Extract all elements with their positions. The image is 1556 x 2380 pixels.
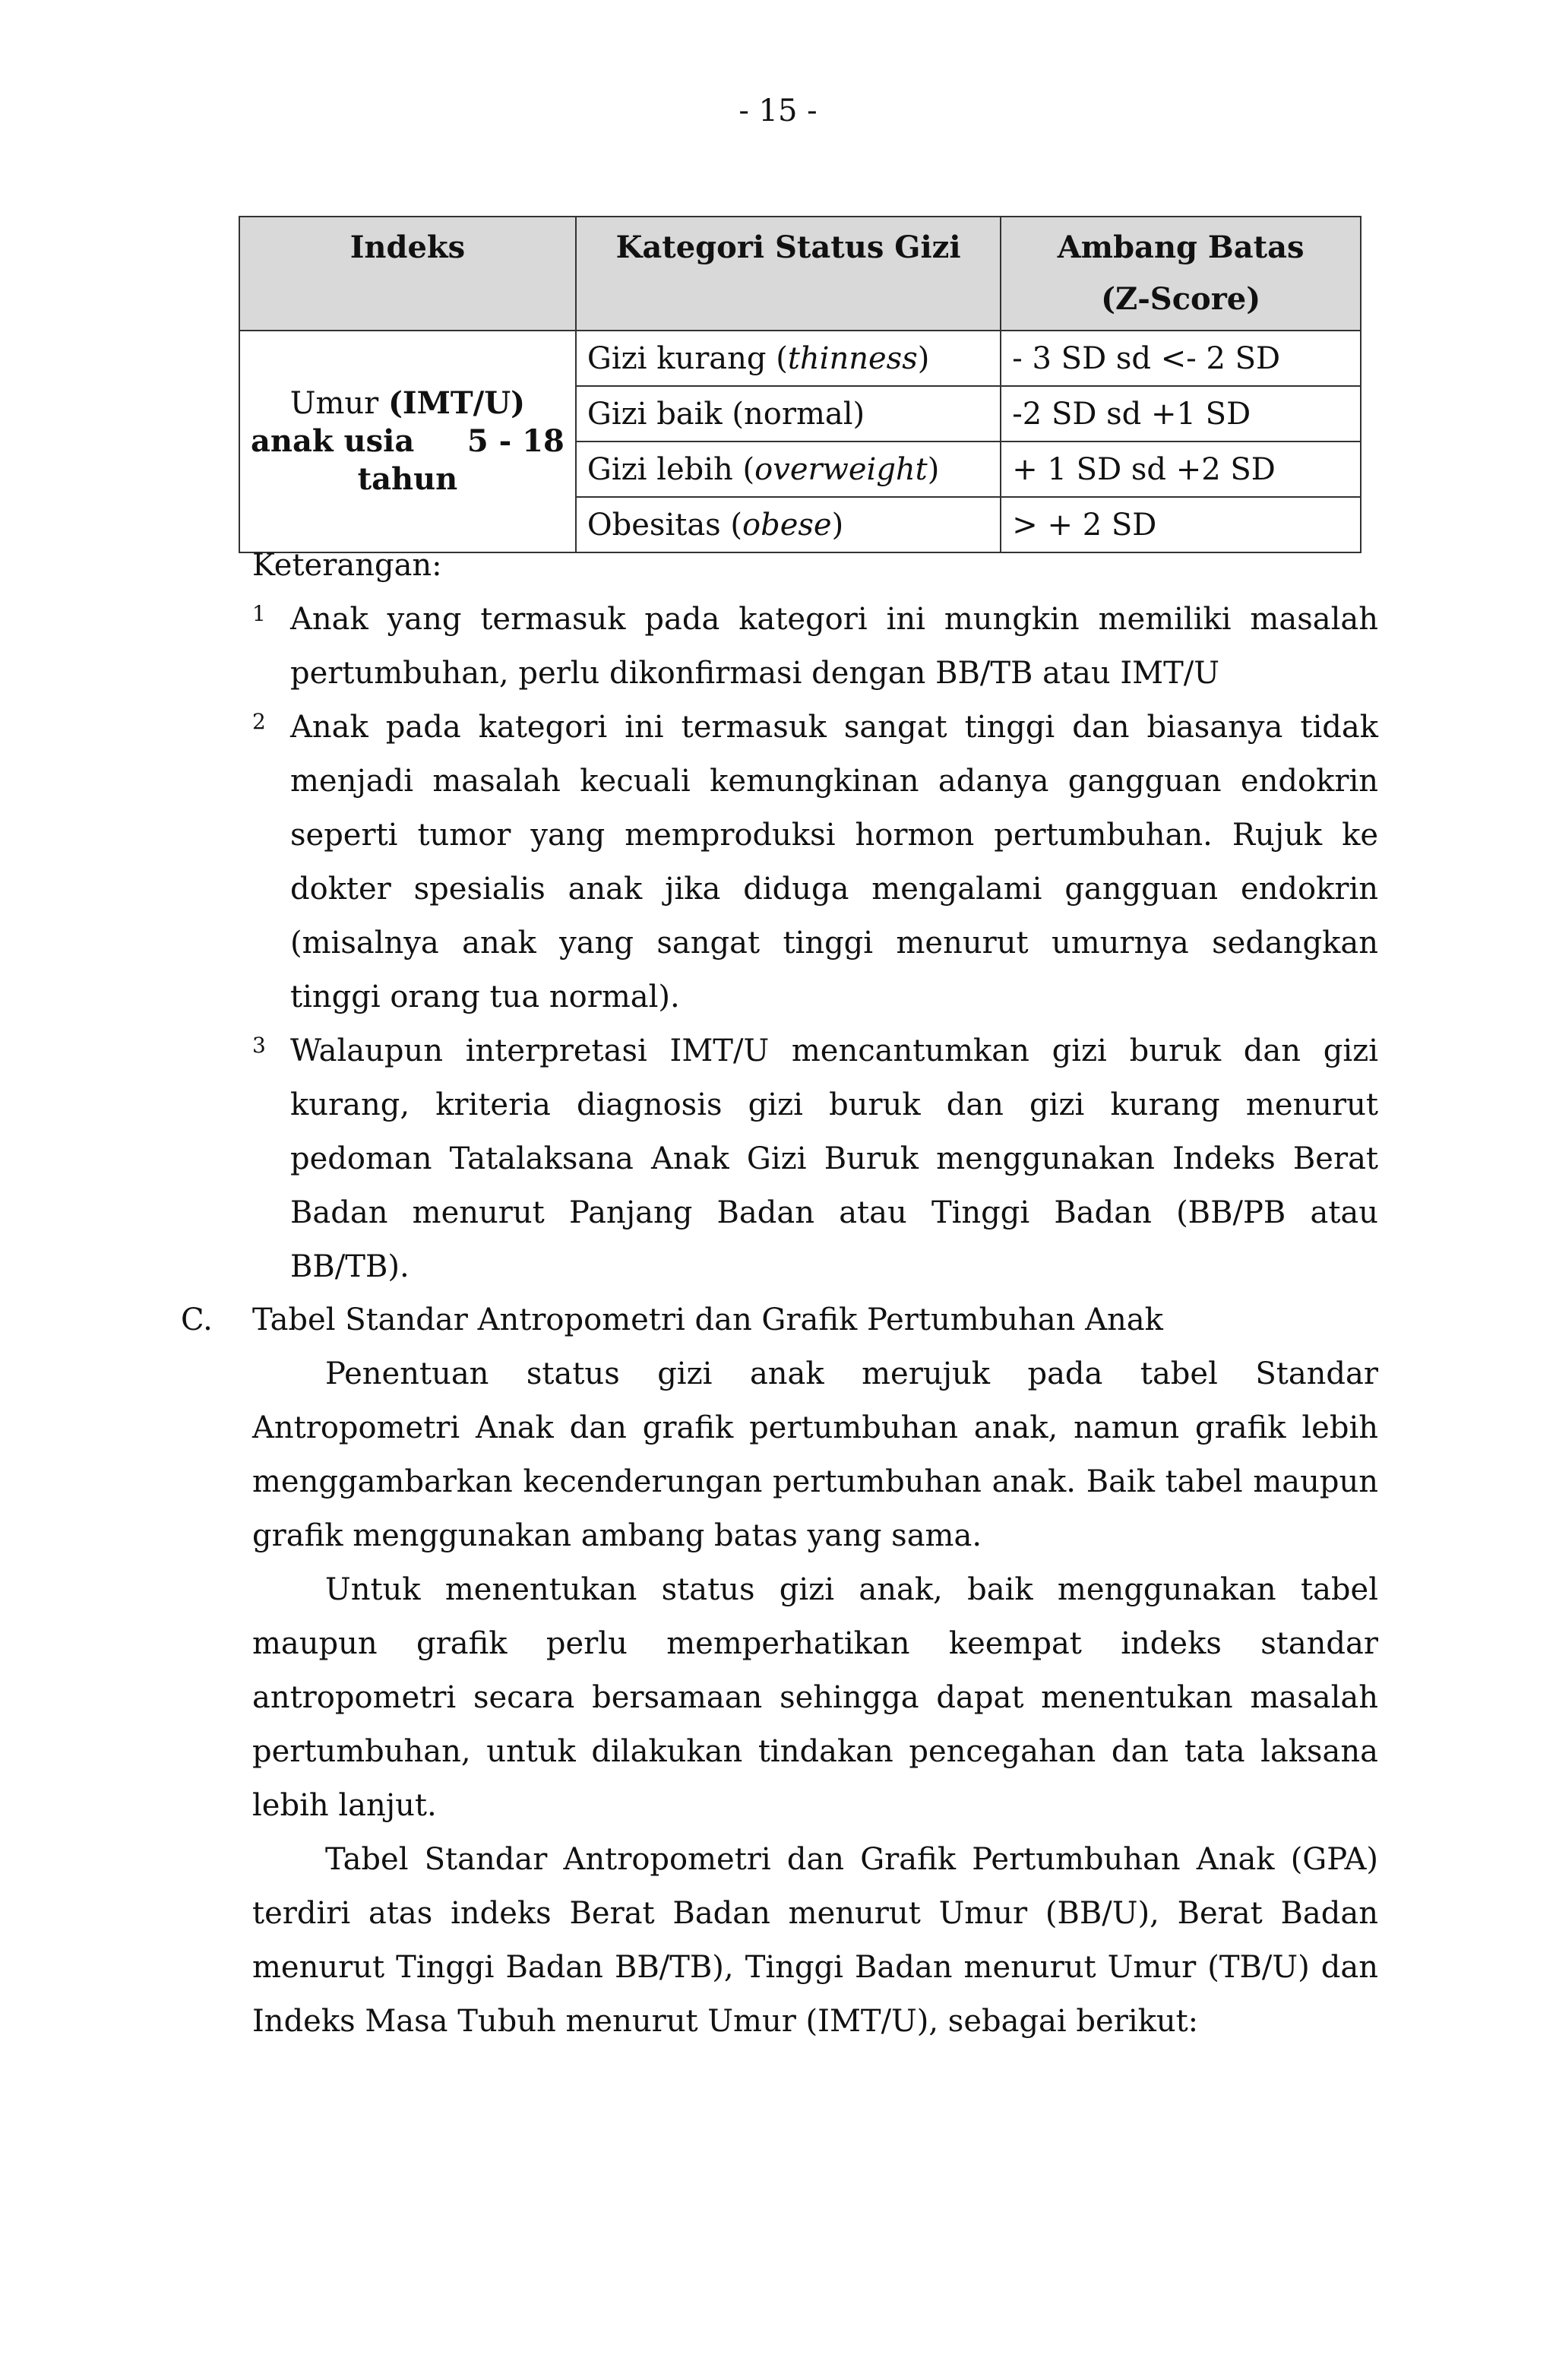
paragraph-3: Tabel Standar Antropometri dan Grafik Pertumbuhan Anak (GPA) terdiri atas indeks Berat Badan menurut Umur (BB/U), Berat Badan menurut Tinggi Badan BB/TB), Tinggi Badan menurut Umur (TB/U) dan Indeks Masa Tubuh menurut Umur (IMT/U), sebagai berikut: [252,1842,1378,2039]
kategori-cell [576,331,1001,386]
kategori-italic: thinness [787,340,918,376]
indeks-tahun: tahun [357,461,458,497]
kategori-text: Gizi kurang ( [587,340,788,376]
section-letter: C. [181,1302,213,1337]
footnote-text: Anak yang termasuk pada kategori ini mungkin memiliki masalah pertumbuhan, perlu dikonfirmasi dengan BB/TB atau IMT/U [290,602,1378,691]
status-gizi-table [239,216,1362,553]
paragraph-2: Untuk menentukan status gizi anak, baik menggunakan tabel maupun grafik perlu memperhatikan keempat indeks standar antropometri secara bersamaan sehingga dapat menentukan masalah pertumbuhan, untuk dilakukan tindakan pencegahan dan tata laksana lebih lanjut. [252,1572,1378,1823]
kategori-cell [576,386,1001,442]
keterangan-notes [252,593,1378,1294]
footnote-1 [252,593,1378,701]
footnote-number: 2 [252,709,266,734]
kategori-close: ) [917,340,930,376]
ambang-cell: - 3 SD sd <- 2 SD [1001,331,1361,386]
indeks-umur: Umur [289,386,388,421]
footnote-2 [252,701,1378,1024]
footnote-3 [252,1024,1378,1294]
header-indeks: Indeks [239,217,576,331]
keterangan-heading: Keterangan: [252,548,442,583]
ambang-cell: > + 2 SD [1001,497,1361,552]
section-c [181,1293,1378,2049]
kategori-text: Gizi baik (normal) [587,396,865,432]
footnote-number: 1 [252,601,266,626]
kategori-text: Obesitas ( [587,507,743,543]
footnote-text: Walaupun interpretasi IMT/U mencantumkan gizi buruk dan gizi kurang, kriteria diagnosis gizi buruk dan gizi kurang menurut pedoman Tatalaksana Anak Gizi Buruk menggunakan Indeks Berat Badan menurut Panjang Badan atau Tinggi Badan (BB/PB atau BB/TB). [290,1033,1378,1284]
page-number: - 15 - [738,93,818,128]
kategori-italic: overweight [754,451,928,487]
section-heading [181,1293,1378,1347]
kategori-cell [576,497,1001,552]
header-kategori: Kategori Status Gizi [576,217,1001,331]
kategori-cell [576,442,1001,497]
header-ambang-batas [1001,217,1361,331]
ambang-cell: + 1 SD sd +2 SD [1001,442,1361,497]
indeks-line-umur [251,385,565,423]
kategori-text: Gizi lebih ( [587,451,755,487]
header-ambang-line1: Ambang Batas [1057,229,1305,265]
footnote-number: 3 [252,1033,266,1058]
kategori-italic: obese [742,507,832,543]
header-ambang-line2: (Z-Score) [1101,281,1261,317]
paragraph-1: Penentuan status gizi anak merujuk pada tabel Standar Antropometri Anak dan grafik pertumbuhan anak, namun grafik lebih menggambarkan kecenderungan pertumbuhan anak. Baik tabel maupun grafik menggunakan ambang batas yang sama. [252,1356,1378,1553]
indeks-cell [239,331,576,552]
ambang-cell: -2 SD sd +1 SD [1001,386,1361,442]
footnote-text: Anak pada kategori ini termasuk sangat tinggi dan biasanya tidak menjadi masalah kecuali kemungkinan adanya gangguan endokrin seperti tumor yang memproduksi hormon pertumbuhan. Rujuk ke dokter spesialis anak jika diduga mengalami gangguan endokrin (misalnya anak yang sangat tinggi menurut umurnya sedangkan tinggi orang tua normal). [290,710,1378,1014]
kategori-close: ) [927,451,940,487]
kategori-close: ) [831,507,844,543]
indeks-anak-usia: anak usia 5 - 18 [251,423,565,459]
table-header-row [239,217,1361,331]
table-row [239,331,1361,386]
indeks-imt: (IMT/U) [388,385,526,421]
section-title: Tabel Standar Antropometri dan Grafik Pertumbuhan Anak [252,1302,1163,1337]
